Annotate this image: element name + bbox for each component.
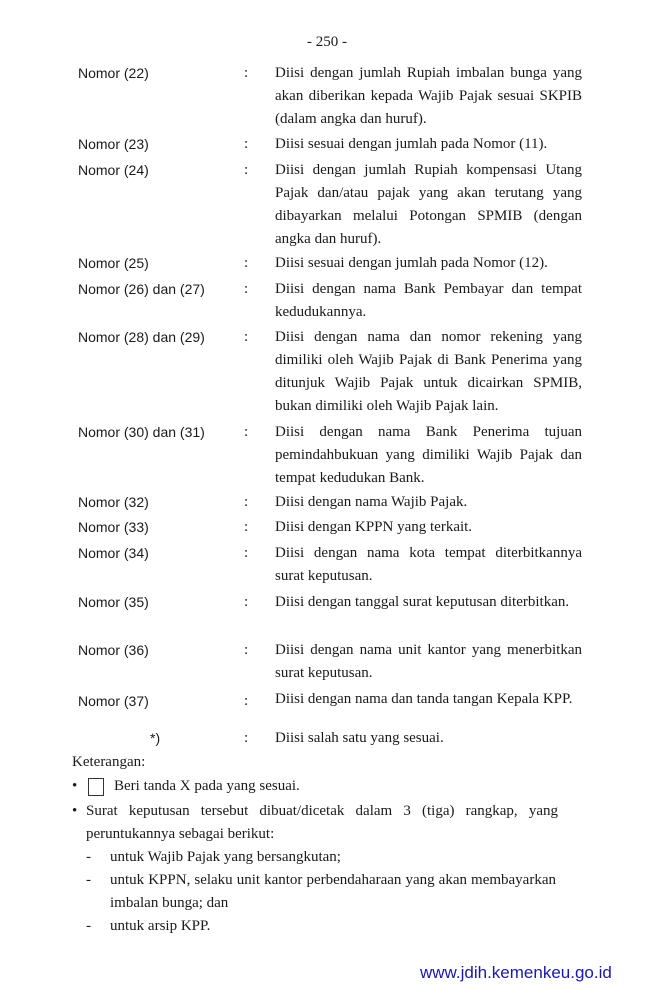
keterangan-title: Keterangan: <box>72 754 146 770</box>
row-description: Diisi dengan nama Bank Penerima tujuan pemindahbukuan yang dimiliki Wajib Pajak dan tempat kedudukan Bank. <box>275 424 582 486</box>
bullet: • <box>72 778 78 794</box>
copy-item-text: untuk Wajib Pajak yang bersangkutan; <box>110 849 341 865</box>
row-description: Diisi dengan nama unit kantor yang menerbitkan surat keputusan. <box>275 642 582 681</box>
row-label: Nomor (23) <box>78 136 149 152</box>
row-separator: : <box>244 329 249 345</box>
row-label: Nomor (28) dan (29) <box>78 329 205 345</box>
row-separator: : <box>244 594 249 610</box>
row-separator: : <box>244 162 249 178</box>
dash: - <box>86 918 91 934</box>
row-separator: : <box>244 255 249 271</box>
row-label: *) <box>150 730 161 746</box>
row-separator: : <box>244 281 249 297</box>
row-description: Diisi dengan jumlah Rupiah imbalan bunga yang akan diberikan kepada Wajib Pajak sesuai SKPIB (dalam angka dan huruf). <box>275 65 582 127</box>
row-description: Diisi sesuai dengan jumlah pada Nomor (11). <box>275 136 548 152</box>
row-separator: : <box>244 693 249 709</box>
row-separator: : <box>244 65 249 81</box>
row-description: Diisi dengan KPPN yang terkait. <box>275 519 473 535</box>
checkbox-icon <box>88 778 104 796</box>
row-label: Nomor (34) <box>78 545 149 561</box>
row-label: Nomor (26) dan (27) <box>78 281 205 297</box>
copy-item-text: untuk KPPN, selaku unit kantor perbendaharaan yang akan membayarkan imbalan bunga; dan <box>110 872 556 911</box>
copy-item <box>86 869 556 915</box>
row-description: Diisi dengan nama kota tempat diterbitkannya surat keputusan. <box>275 545 582 584</box>
page-number: - 250 - <box>307 34 347 50</box>
row-description: Diisi sesuai dengan jumlah pada Nomor (12). <box>275 255 548 271</box>
row-separator: : <box>244 494 249 510</box>
dash: - <box>86 872 91 888</box>
dash: - <box>86 849 91 865</box>
row-description: Diisi dengan nama dan tanda tangan Kepala KPP. <box>275 691 573 707</box>
copies-note-text: Surat keputusan tersebut dibuat/dicetak dalam 3 (tiga) rangkap, yang peruntukannya sebagai berikut: <box>86 803 558 842</box>
copy-item-text: untuk arsip KPP. <box>110 918 211 934</box>
row-description: Diisi dengan tanggal surat keputusan diterbitkan. <box>275 594 570 610</box>
row-description: Diisi dengan nama Wajib Pajak. <box>275 494 468 510</box>
row-label: Nomor (35) <box>78 594 149 610</box>
row-description: Diisi dengan jumlah Rupiah kompensasi Utang Pajak dan/atau pajak yang akan terutang yang dibayarkan melalui Potongan SPMIB (dengan angka dan huruf). <box>275 162 582 247</box>
checkbox-note-text: Beri tanda X pada yang sesuai. <box>114 778 300 794</box>
row-separator: : <box>244 136 249 152</box>
row-description: Diisi dengan nama Bank Pembayar dan tempat kedudukannya. <box>275 281 582 320</box>
copies-note <box>72 800 558 846</box>
copy-item <box>86 915 556 938</box>
row-description: Diisi salah satu yang sesuai. <box>275 730 444 746</box>
footer-link[interactable]: www.jdih.kemenkeu.go.id <box>420 963 612 982</box>
row-separator: : <box>244 519 249 535</box>
row-label: Nomor (36) <box>78 642 149 658</box>
row-label: Nomor (37) <box>78 693 149 709</box>
row-separator: : <box>244 424 249 440</box>
row-label: Nomor (30) dan (31) <box>78 424 205 440</box>
row-separator: : <box>244 545 249 561</box>
bullet: • <box>72 803 78 819</box>
row-label: Nomor (25) <box>78 255 149 271</box>
row-label: Nomor (32) <box>78 494 149 510</box>
row-separator: : <box>244 730 249 746</box>
row-separator: : <box>244 642 249 658</box>
row-description: Diisi dengan nama dan nomor rekening yang dimiliki oleh Wajib Pajak di Bank Penerima yang ditunjuk Wajib Pajak untuk dicairkan SPMIB, bukan dimiliki oleh Wajib Pajak lain. <box>275 329 582 414</box>
row-label: Nomor (24) <box>78 162 149 178</box>
row-label: Nomor (33) <box>78 519 149 535</box>
row-label: Nomor (22) <box>78 65 149 81</box>
copy-item <box>86 846 556 869</box>
